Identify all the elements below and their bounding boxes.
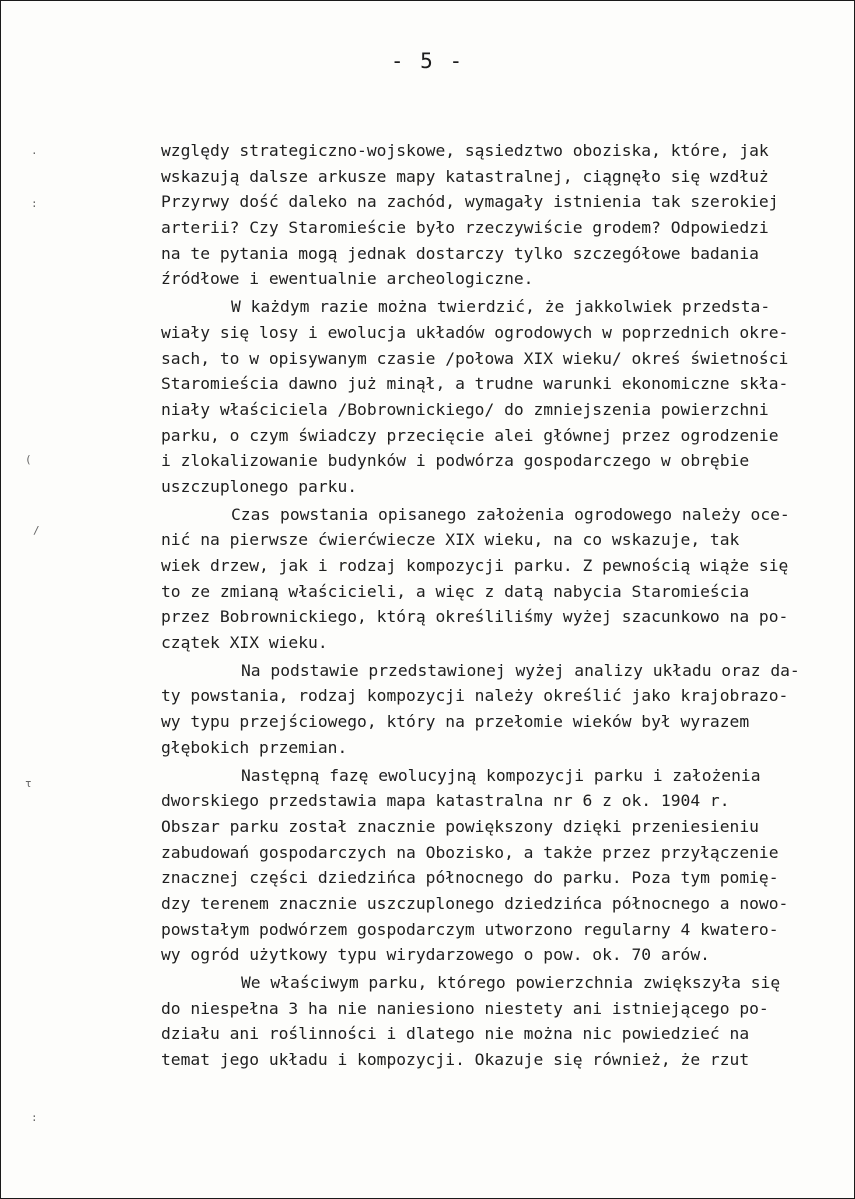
text-line: wiek drzew, jak i rodzaj kompozycji parku. Z pewnością wiąże się xyxy=(161,556,789,575)
text-line: parku, o czym świadczy przecięcie alei głównej przez ogrodzenie xyxy=(161,425,779,445)
margin-speck: · xyxy=(31,147,38,160)
text-line: wiały się losy i ewolucja układów ogrodowych w poprzednich okre- xyxy=(161,322,789,342)
text-line: czątek XIX wieku. xyxy=(161,633,328,653)
text-line: dworskiego przedstawia mapa katastralna nr 6 z ok. 1904 r. xyxy=(161,791,730,811)
margin-speck: τ xyxy=(25,777,32,790)
paragraph-first-line: W każdym razie można twierdzić, że jakkolwiek przedsta- xyxy=(231,297,771,317)
margin-speck: ( xyxy=(25,453,32,466)
text-line: znacznej części dziedzińca północnego do parku. Poza tym pomię- xyxy=(161,868,779,888)
text-line: temat jego układu i kompozycji. Okazuje się również, że rzut xyxy=(161,1050,750,1070)
text-line: na te pytania mogą jednak dostarczy tylko szczegółowe badania xyxy=(161,243,759,263)
text-line: ty powstania, rodzaj kompozycji należy określić jako krajobrazo- xyxy=(161,686,789,706)
text-line: wskazują dalsze arkusze mapy katastralnej, ciągnęło się wzdłuż xyxy=(161,166,769,186)
margin-speck: / xyxy=(33,524,40,537)
text-line: Obszar parku został znacznie powiększony dzięki przeniesieniu xyxy=(161,816,759,836)
text-line: niały właściciela /Bobrownickiego/ do zmniejszenia powierzchni xyxy=(161,399,769,419)
text-line: wy typu przejściowego, który na przełomie wieków był wyrazem xyxy=(161,712,750,732)
text-line: źródłowe i ewentualnie archeologiczne. xyxy=(161,269,534,289)
text-line: uszczuplonego parku. xyxy=(161,476,358,496)
text-line: zabudowań gospodarczych na Obozisko, a także przez przyłączenie xyxy=(161,842,779,862)
text-line: przez Bobrownickiego, którą określiliśmy wyżej szacunkowo na po- xyxy=(161,607,789,627)
paragraph-first-line: We właściwym parku, którego powierzchnia zwiększyła się xyxy=(241,973,781,992)
text-line: sach, to w opisywanym czasie /połowa XIX wieku/ okreś świetności xyxy=(161,348,789,368)
typewritten-text xyxy=(161,138,825,1073)
text-line: działu ani roślinności i dlatego nie można nic powiedzieć na xyxy=(161,1024,750,1044)
page-number: - 5 - xyxy=(390,49,465,73)
text-line: to ze zmianą właścicieli, a więc z datą nabycia Staromieścia xyxy=(161,581,750,601)
text-line: arterii? Czy Staromieście było rzeczywiście grodem? Odpowiedzi xyxy=(161,218,769,238)
text-line: Przyrwy dość daleko na zachód, wymagały istnienia tak szerokiej xyxy=(161,192,779,212)
paragraph-first-line: Na podstawie przedstawionej wyżej analizy układu oraz da- xyxy=(241,660,800,680)
text-line: powstałym podwórzem gospodarczym utworzono regularny 4 kwatero- xyxy=(161,919,779,939)
text-line: dzy terenem znacznie uszczuplonego dziedzińca północnego a nowo- xyxy=(161,893,789,913)
paragraph-first-line: Następną fazę ewolucyjną kompozycji parku i założenia xyxy=(241,765,761,785)
text-line: do niespełna 3 ha nie naniesiono niestety ani istniejącego po- xyxy=(161,998,769,1018)
text-line: i zlokalizowanie budynków i podwórza gospodarczego w obrębie xyxy=(161,451,750,471)
margin-speck: : xyxy=(31,1111,38,1124)
text-line: Staromieścia dawno już minął, a trudne warunki ekonomiczne skła- xyxy=(161,374,789,394)
text-line: wy ogród użytkowy typu wirydarzowego o pow. ok. 70 arów. xyxy=(161,945,710,965)
margin-speck: : xyxy=(31,197,38,210)
text-line: względy strategiczno-wojskowe, sąsiedztwo oboziska, które, jak xyxy=(161,141,769,160)
text-line: głębokich przemian. xyxy=(161,737,348,757)
text-line: nić na pierwsze ćwierćwiecze XIX wieku, na co wskazuje, tak xyxy=(161,530,740,550)
paragraph-first-line: Czas powstania opisanego założenia ogrodowego należy oce- xyxy=(231,504,790,524)
left-margin-marks xyxy=(1,1,41,1198)
